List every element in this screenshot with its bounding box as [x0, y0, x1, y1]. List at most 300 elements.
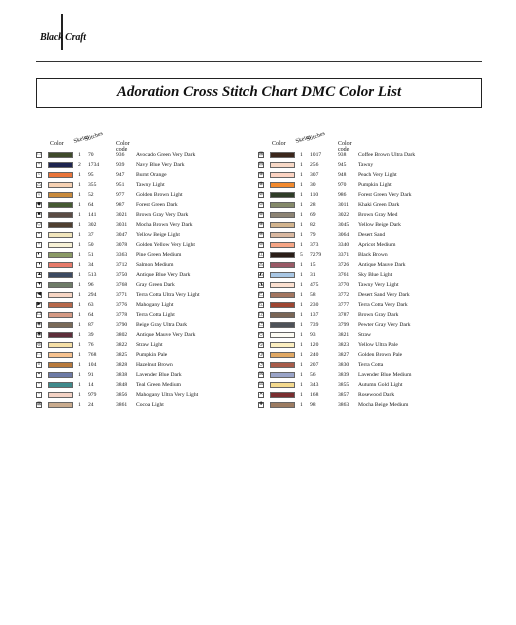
skeins-count: 1 [300, 272, 303, 278]
color-name: Yellow Beige Light [136, 232, 180, 238]
dmc-code: 3712 [116, 262, 128, 268]
color-swatch [48, 352, 73, 358]
symbol-icon: ◲ [259, 312, 264, 317]
color-swatch [48, 372, 73, 378]
symbol-icon: ▽ [37, 192, 41, 197]
dmc-code: 3771 [116, 292, 128, 298]
stitches-count: 64 [88, 312, 94, 318]
stitches-count: 76 [88, 342, 94, 348]
color-swatch [48, 192, 73, 198]
stitches-count: 31 [310, 272, 316, 278]
stitches-count: 24 [88, 402, 94, 408]
dmc-code: 3363 [116, 252, 128, 258]
dmc-code: 3371 [338, 252, 350, 258]
color-name: Antique Mauve Dark [358, 262, 406, 268]
color-name: Brown Gray Very Dark [136, 212, 189, 218]
color-name: Antique Mauve Very Dark [136, 332, 196, 338]
color-swatch [270, 162, 295, 168]
color-name: Lavender Blue Medium [358, 372, 412, 378]
skeins-count: 1 [300, 222, 303, 228]
skeins-count: 1 [78, 352, 81, 358]
stitches-count: 51 [88, 252, 94, 258]
symbol-icon: ◊ [37, 362, 41, 367]
header-color: Color [50, 141, 64, 147]
brand-logo [36, 14, 96, 54]
skeins-count: 2 [78, 162, 81, 168]
color-name: Autumn Gold Light [358, 382, 403, 388]
skeins-count: 1 [78, 222, 81, 228]
skeins-count: 1 [78, 322, 81, 328]
symbol-icon: ◈ [37, 322, 41, 327]
skeins-count: 1 [300, 382, 303, 388]
stitches-count: 50 [88, 242, 94, 248]
skeins-count: 1 [300, 372, 303, 378]
stitches-count: 355 [88, 182, 97, 188]
dmc-code: 936 [116, 152, 125, 158]
dmc-code: 3047 [116, 232, 128, 238]
skeins-count: 1 [78, 282, 81, 288]
symbol-icon: • [36, 232, 42, 238]
color-name: Beige Gray Ultra Dark [136, 322, 188, 328]
skeins-count: 1 [300, 352, 303, 358]
color-name: Terra Cotta Ultra Very Light [136, 292, 200, 298]
symbol-icon: ◳ [259, 322, 264, 327]
stitches-count: 307 [310, 172, 319, 178]
color-name: Avocado Green Very Dark [136, 152, 196, 158]
stitches-count: 1734 [88, 162, 100, 168]
symbol-icon: ⊕ [259, 172, 264, 177]
dmc-code: 951 [116, 182, 125, 188]
dmc-code: 938 [338, 152, 347, 158]
color-swatch [48, 362, 73, 368]
symbol-icon: ☐ [37, 312, 42, 317]
color-name: Cocoa Light [136, 402, 164, 408]
color-swatch [48, 272, 73, 278]
color-swatch [48, 342, 73, 348]
color-swatch [270, 362, 295, 368]
symbol-icon: ▲ [37, 272, 42, 277]
symbol-icon: ⊜ [259, 232, 264, 237]
stitches-count: 58 [310, 292, 316, 298]
symbol-icon: ◷ [259, 362, 264, 367]
symbol-icon: ◱ [259, 302, 264, 307]
stitches-count: 30 [310, 182, 316, 188]
symbol-icon: ⊟ [259, 162, 264, 167]
color-swatch [270, 262, 295, 268]
color-swatch [48, 382, 73, 388]
color-name: Pumpkin Pale [136, 352, 168, 358]
skeins-count: 1 [300, 202, 303, 208]
skeins-count: 1 [300, 392, 303, 398]
skeins-count: 1 [300, 182, 303, 188]
color-swatch [48, 172, 73, 178]
color-name: Terra Cotta Very Dark [358, 302, 408, 308]
skeins-count: 1 [78, 212, 81, 218]
color-swatch [48, 292, 73, 298]
color-swatch [48, 402, 73, 408]
color-name: Khaki Green Dark [358, 202, 400, 208]
color-name: Burnt Orange [136, 172, 167, 178]
stitches-count: 28 [310, 202, 316, 208]
stitches-count: 979 [88, 392, 97, 398]
symbol-icon: ◑ [37, 262, 41, 267]
dmc-code: 947 [116, 172, 125, 178]
header-color: Color [272, 141, 286, 147]
skeins-count: 1 [78, 392, 81, 398]
symbol-icon: + [37, 162, 41, 167]
symbol-icon: ▶ [37, 302, 41, 307]
skeins-count: 1 [78, 332, 81, 338]
color-name: Lavender Blue Dark [136, 372, 182, 378]
header-rule [36, 61, 482, 62]
stitches-count: 110 [310, 192, 319, 198]
color-swatch [48, 262, 73, 268]
color-swatch [270, 292, 295, 298]
page-title: Adoration Cross Stitch Chart DMC Color List [116, 84, 402, 100]
stitches-count: 141 [88, 212, 97, 218]
dmc-code: 3770 [338, 282, 350, 288]
symbol-icon: □ [37, 152, 41, 157]
header-skeins: Skeins [294, 133, 313, 145]
stitches-count: 739 [310, 322, 319, 328]
skeins-count: 1 [78, 152, 81, 158]
dmc-code: 3855 [338, 382, 350, 388]
stitches-count: 1017 [310, 152, 322, 158]
color-name: Golden Yellow Very Light [136, 242, 195, 248]
skeins-count: 1 [300, 402, 303, 408]
color-swatch [270, 402, 295, 408]
skeins-count: 1 [300, 332, 303, 338]
symbol-icon: ◮ [259, 282, 263, 287]
dmc-code: 3821 [338, 332, 350, 338]
color-name: Desert Sand [358, 232, 386, 238]
skeins-count: 1 [300, 342, 303, 348]
stitches-count: 207 [310, 362, 319, 368]
skeins-count: 1 [78, 272, 81, 278]
skeins-count: 1 [300, 262, 303, 268]
color-name: Mocha Beige Medium [358, 402, 409, 408]
color-swatch [270, 302, 295, 308]
color-name: Terra Cotta [358, 362, 384, 368]
skeins-count: 1 [300, 162, 303, 168]
symbol-icon: ⊞ [259, 152, 264, 157]
dmc-code: 3830 [338, 362, 350, 368]
stitches-count: 98 [310, 402, 316, 408]
dmc-code: 3787 [338, 312, 350, 318]
skeins-count: 1 [78, 402, 81, 408]
color-name: Terra Cotta Light [136, 312, 175, 318]
dmc-code: 3790 [116, 322, 128, 328]
symbol-icon: × [37, 242, 41, 247]
header-color-code: Color code [338, 141, 352, 153]
stitches-count: 64 [88, 202, 94, 208]
color-swatch [270, 232, 295, 238]
dmc-code: 3799 [338, 322, 350, 328]
skeins-count: 1 [78, 372, 81, 378]
dmc-code: 3822 [116, 342, 128, 348]
skeins-count: 1 [300, 292, 303, 298]
color-name: Tawny Very Light [358, 282, 399, 288]
dmc-code: 3861 [116, 402, 128, 408]
symbol-icon: ✚ [259, 402, 264, 407]
symbol-icon: △ [37, 182, 41, 187]
symbol-icon: ✕ [259, 392, 264, 397]
symbol-icon: ⊘ [259, 192, 264, 197]
symbol-icon: ◴ [259, 332, 264, 337]
stitches-count: 96 [88, 282, 94, 288]
color-swatch [270, 342, 295, 348]
skeins-count: 1 [78, 342, 81, 348]
color-swatch [270, 352, 295, 358]
color-name: Pine Green Medium [136, 252, 182, 258]
skeins-count: 1 [78, 382, 81, 388]
logo-text: Black Craft [40, 32, 86, 43]
symbol-icon: ▪ [36, 372, 42, 378]
color-swatch [270, 152, 295, 158]
color-name: Black Brown [358, 252, 388, 258]
skeins-count: 1 [300, 282, 303, 288]
dmc-code: 987 [116, 202, 125, 208]
color-name: Pumpkin Light [358, 182, 392, 188]
dmc-code: 3761 [338, 272, 350, 278]
dmc-code: 977 [116, 192, 125, 198]
skeins-count: 1 [78, 192, 81, 198]
color-name: Hazelnut Brown [136, 362, 173, 368]
symbol-icon: ○ [37, 172, 41, 177]
color-swatch [48, 202, 73, 208]
stitches-count: 15 [310, 262, 316, 268]
dmc-code: 3021 [116, 212, 128, 218]
stitches-count: 7279 [310, 252, 322, 258]
skeins-count: 1 [300, 212, 303, 218]
dmc-code: 3857 [338, 392, 350, 398]
color-name: Gray Green Dark [136, 282, 175, 288]
color-swatch [48, 182, 73, 188]
stitches-count: 63 [88, 302, 94, 308]
stitches-count: 230 [310, 302, 319, 308]
dmc-code: 3838 [116, 372, 128, 378]
stitches-count: 56 [310, 372, 316, 378]
color-name: Teal Green Medium [136, 382, 181, 388]
color-name: Desert Sand Very Dark [358, 292, 410, 298]
header-stitches: Stitches [305, 130, 326, 143]
symbol-icon: ◶ [259, 352, 264, 357]
dmc-code: 3848 [116, 382, 128, 388]
color-name: Mahogany Light [136, 302, 174, 308]
symbol-icon: ⊠ [37, 402, 42, 407]
skeins-count: 1 [300, 172, 303, 178]
dmc-code: 3022 [338, 212, 350, 218]
stitches-count: 14 [88, 382, 94, 388]
symbol-icon: □ [37, 352, 41, 357]
header-stitches: Stitches [83, 130, 104, 143]
color-name: Mahogany Ultra Very Light [136, 392, 199, 398]
symbol-icon: ⊝ [259, 242, 264, 247]
color-swatch [270, 172, 295, 178]
color-swatch [48, 252, 73, 258]
color-name: Rosewood Dark [358, 392, 395, 398]
dmc-code: 3823 [338, 342, 350, 348]
color-name: Navy Blue Very Dark [136, 162, 185, 168]
symbol-icon: ▼ [37, 282, 42, 287]
color-name: Sky Blue Light [358, 272, 393, 278]
color-name: Yellow Ultra Pale [358, 342, 398, 348]
skeins-count: 1 [300, 302, 303, 308]
dmc-code: 3726 [338, 262, 350, 268]
color-swatch [270, 212, 295, 218]
color-swatch [270, 322, 295, 328]
color-swatch [48, 212, 73, 218]
color-swatch [48, 162, 73, 168]
symbol-icon: ▫ [36, 382, 42, 388]
color-name: Brown Gray Med [358, 212, 398, 218]
skeins-count: 1 [78, 202, 81, 208]
color-swatch [48, 332, 73, 338]
stitches-count: 168 [310, 392, 319, 398]
color-name: Forest Green Very Dark [358, 192, 412, 198]
skeins-count: 1 [78, 182, 81, 188]
skeins-count: 1 [78, 302, 81, 308]
color-name: Golden Brown Light [136, 192, 183, 198]
color-swatch [48, 152, 73, 158]
symbol-icon: ◫ [259, 252, 264, 257]
dmc-code: 3863 [338, 402, 350, 408]
color-swatch [48, 392, 73, 398]
stitches-count: 120 [310, 342, 319, 348]
skeins-count: 1 [78, 312, 81, 318]
title-box [36, 78, 482, 108]
dmc-code: 948 [338, 172, 347, 178]
stitches-count: 240 [310, 352, 319, 358]
symbol-icon: ◉ [37, 332, 42, 337]
color-name: Apricot Medium [358, 242, 396, 248]
color-name: Golden Brown Pale [358, 352, 403, 358]
skeins-count: 1 [300, 152, 303, 158]
symbol-icon: ◇ [37, 222, 41, 227]
color-swatch [270, 182, 295, 188]
color-name: Coffee Brown Ultra Dark [358, 152, 416, 158]
skeins-count: 1 [78, 252, 81, 258]
skeins-count: 1 [78, 362, 81, 368]
symbol-icon: ◀ [37, 292, 41, 297]
color-swatch [48, 222, 73, 228]
dmc-code: 3031 [116, 222, 128, 228]
stitches-count: 95 [88, 172, 94, 178]
stitches-count: 768 [88, 352, 97, 358]
stitches-count: 87 [88, 322, 94, 328]
color-swatch [270, 192, 295, 198]
color-swatch [270, 392, 295, 398]
color-name: Antique Blue Very Dark [136, 272, 191, 278]
stitches-count: 79 [310, 232, 316, 238]
color-swatch [270, 252, 295, 258]
color-name: Forest Green Dark [136, 202, 178, 208]
color-swatch [270, 272, 295, 278]
stitches-count: 302 [88, 222, 97, 228]
dmc-code: 3777 [338, 302, 350, 308]
symbol-icon: ⊙ [259, 202, 264, 207]
color-swatch [48, 312, 73, 318]
symbol-icon: ☒ [259, 372, 264, 377]
dmc-code: 3839 [338, 372, 350, 378]
dmc-code: 3750 [116, 272, 128, 278]
color-swatch [48, 242, 73, 248]
color-swatch [270, 222, 295, 228]
color-swatch [48, 282, 73, 288]
symbol-icon: ◐ [37, 252, 41, 257]
color-name: Tawny [358, 162, 374, 168]
color-swatch [48, 232, 73, 238]
stitches-count: 294 [88, 292, 97, 298]
color-name: Straw Light [136, 342, 163, 348]
symbol-icon: ◬ [259, 262, 263, 267]
symbol-icon: ⊚ [259, 212, 264, 217]
header-skeins: Skeins [72, 133, 91, 145]
dmc-code: 3078 [116, 242, 128, 248]
color-name: Pewter Gray Very Dark [358, 322, 411, 328]
stitches-count: 70 [88, 152, 94, 158]
dmc-code: 3340 [338, 242, 350, 248]
symbol-icon: ■ [37, 212, 41, 217]
color-swatch [270, 202, 295, 208]
color-name: Salmon Medium [136, 262, 174, 268]
stitches-count: 104 [88, 362, 97, 368]
color-name: Straw [358, 332, 372, 338]
stitches-count: 475 [310, 282, 319, 288]
color-name: Mocha Brown Very Dark [136, 222, 193, 228]
stitches-count: 37 [88, 232, 94, 238]
symbol-icon: ⊛ [259, 222, 264, 227]
color-name: Peach Very Light [358, 172, 397, 178]
dmc-code: 3776 [116, 302, 128, 308]
skeins-count: 1 [300, 232, 303, 238]
stitches-count: 82 [310, 222, 316, 228]
color-name: Yellow Beige Dark [358, 222, 401, 228]
color-swatch [270, 312, 295, 318]
symbol-icon: ◭ [259, 272, 263, 277]
skeins-count: 1 [78, 242, 81, 248]
skeins-count: 1 [300, 312, 303, 318]
symbol-icon: ◦ [36, 392, 42, 398]
dmc-code: 3778 [116, 312, 128, 318]
dmc-code: 3768 [116, 282, 128, 288]
symbol-icon: ☑ [259, 382, 264, 387]
skeins-count: 1 [78, 262, 81, 268]
symbol-icon: ◰ [259, 292, 264, 297]
color-swatch [270, 242, 295, 248]
stitches-count: 69 [310, 212, 316, 218]
skeins-count: 1 [300, 362, 303, 368]
color-swatch [270, 282, 295, 288]
skeins-count: 1 [300, 242, 303, 248]
symbol-icon: ◆ [37, 202, 41, 207]
dmc-code: 3828 [116, 362, 128, 368]
stitches-count: 52 [88, 192, 94, 198]
header-color-code: Color code [116, 141, 130, 153]
skeins-count: 1 [78, 172, 81, 178]
color-swatch [270, 372, 295, 378]
dmc-code: 3045 [338, 222, 350, 228]
stitches-count: 39 [88, 332, 94, 338]
color-swatch [48, 302, 73, 308]
skeins-count: 1 [300, 192, 303, 198]
dmc-code: 970 [338, 182, 347, 188]
color-swatch [270, 332, 295, 338]
dmc-code: 3802 [116, 332, 128, 338]
stitches-count: 513 [88, 272, 97, 278]
color-swatch [270, 382, 295, 388]
dmc-code: 3856 [116, 392, 128, 398]
